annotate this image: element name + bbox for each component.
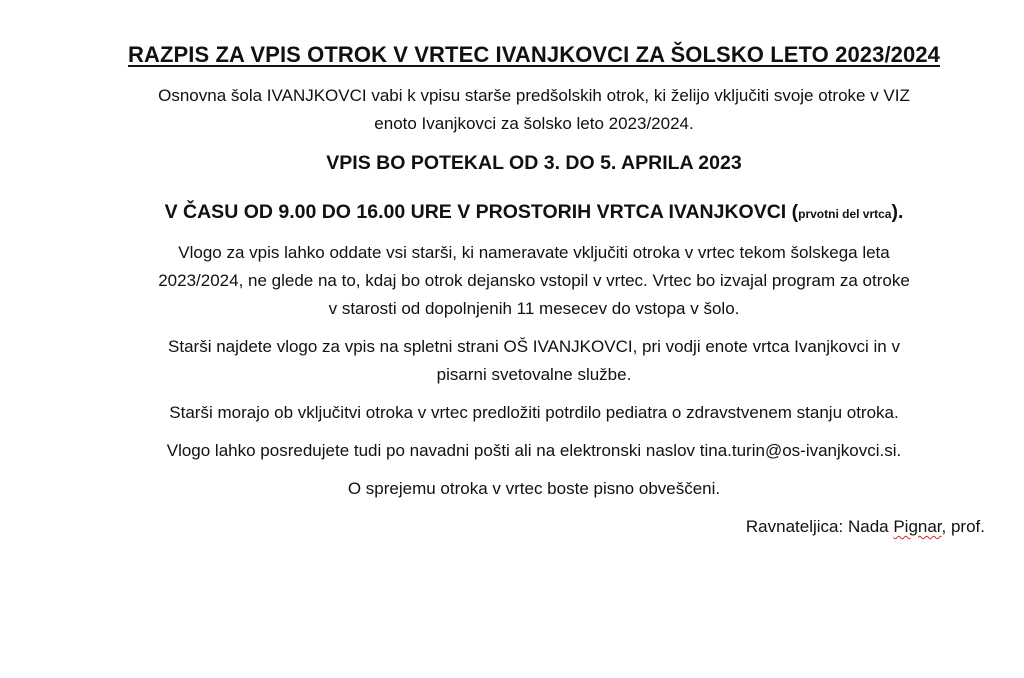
form-location-paragraph — [60, 333, 1008, 389]
application-line-1: Vlogo za vpis lahko oddate vsi starši, ki nameravate vključiti otroka v vrtec tekom šolskega leta — [178, 243, 890, 262]
application-line-3: v starosti od dopolnjenih 11 mesecev do vstopa v šolo. — [328, 299, 740, 318]
enrollment-time-suffix: ). — [891, 201, 904, 223]
application-paragraph — [60, 239, 1008, 323]
intro-line-1: Osnovna šola IVANJKOVCI vabi k vpisu starše predšolskih otrok, ki želijo vključiti svoje otroke v VIZ — [158, 86, 910, 105]
submission-paragraph: Vlogo lahko posredujete tudi po navadni pošti ali na elektronski naslov tina.turin@os-ivanjkovci.si. — [166, 441, 902, 460]
enrollment-dates-heading: VPIS BO POTEKAL OD 3. DO 5. APRILA 2023 — [326, 152, 742, 174]
document-page — [60, 42, 1008, 541]
signature-name: Pignar — [893, 517, 942, 536]
enrollment-time-heading — [60, 197, 1008, 229]
intro-paragraph — [60, 82, 1008, 138]
document-title: RAZPIS ZA VPIS OTROK V VRTEC IVANJKOVCI ZA ŠOLSKO LETO 2023/2024 — [127, 42, 941, 67]
signature-line — [60, 513, 1008, 541]
application-line-2: 2023/2024, ne glede na to, kdaj bo otrok dejansko vstopil v vrtec. Vrtec bo izvajal program za otroke — [158, 271, 910, 290]
intro-line-2: enoto Ivanjkovci za šolsko leto 2023/2024. — [374, 114, 694, 133]
pediatrician-paragraph: Starši morajo ob vključitvi otroka v vrtec predložiti potrdilo pediatra o zdravstvenem stanju otroka. — [169, 403, 899, 422]
signature-prefix: Ravnateljica: Nada — [745, 517, 894, 536]
signature-suffix: , prof. — [941, 517, 985, 536]
notification-paragraph: O sprejemu otroka v vrtec boste pisno obveščeni. — [347, 479, 721, 498]
form-location-line-1: Starši najdete vlogo za vpis na spletni strani OŠ IVANJKOVCI, pri vodji enote vrtca Ivanjkovci in v — [168, 337, 900, 356]
enrollment-time-prefix: V ČASU OD 9.00 DO 16.00 URE V PROSTORIH VRTCA IVANJKOVCI ( — [164, 201, 799, 223]
form-location-line-2: pisarni svetovalne službe. — [436, 365, 632, 384]
enrollment-time-note: prvotni del vrtca — [798, 207, 892, 221]
